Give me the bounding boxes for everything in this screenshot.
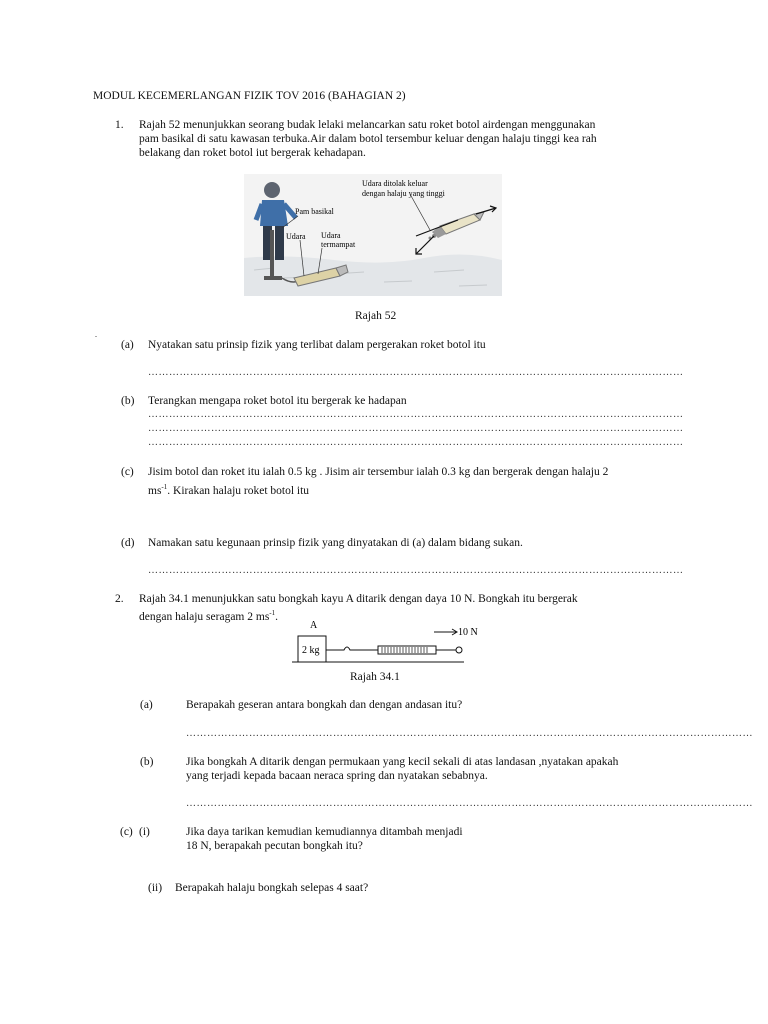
label-udara-termampat-1: Udara [321,231,341,240]
q2c-i-line2: 18 N, berapakah pecutan bongkah itu? [186,840,363,852]
q2c-ii-label: (ii) [148,882,163,894]
question-1-stem-line3: belakang dan roket botol iut bergerak kehadapan. [139,147,366,159]
q1d-answer-line[interactable]: ……………………………………………………………………………………………………………………………………… [148,565,684,576]
q1b-answer-line-2[interactable]: ……………………………………………………………………………………………………………………………………… [148,423,684,434]
label-ditolak-2: dengan halaju yang tinggi [362,189,445,198]
block-mass: 2 kg [302,645,320,656]
question-1-stem-line2: pam basikal di satu kawasan terbuka.Air dalam botol tersembur keluar dengan halaju tinggi kea rah [139,133,597,145]
q1b-answer-line-3[interactable]: ……………………………………………………………………………………………………………………………………… [148,437,684,448]
q1d-label: (d) [121,537,135,549]
q1c-text-line1: Jisim botol dan roket itu ialah 0.5 kg . Jisim air tersembur ialah 0.3 kg dan bergerak dengan halaju 2 [148,466,609,478]
question-2-stem-line2: dengan halaju seragam 2 $ms^{-1}$. [139,609,279,623]
q1a-text: Nyatakan satu prinsip fizik yang terlibat dalam pergerakan roket botol itu [148,339,486,351]
q2b-text-line2: yang terjadi kepada bacaan neraca spring dan nyatakan sebabnya. [186,770,488,782]
q2a-answer-line[interactable]: ……………………………………………………………………………………………………………………………………………… [186,728,753,739]
q2c-ii-text: Berapakah halaju bongkah selepas 4 saat? [175,882,369,894]
q2b-text-line1: Jika bongkah A ditarik dengan permukaan yang kecil sekali di atas landasan ,nyatakan apakah [186,756,619,768]
question-1-number: 1. [115,119,124,131]
question-2-number: 2. [115,593,124,605]
page-title: MODUL KECEMERLANGAN FIZIK TOV 2016 (BAHAGIAN 2) [93,90,406,102]
q1c-label: (c) [121,466,134,478]
block-label: A [310,620,318,631]
label-udara: Udara [286,232,306,241]
q1b-answer-line-1[interactable]: ……………………………………………………………………………………………………………………………………… [148,409,684,420]
string-hook [326,647,378,650]
rocket-figure [244,174,502,296]
q1b-label: (b) [121,395,135,407]
q1c-text-line2: $ms^{-1}$. Kirakan halaju roket botol itu [148,483,310,497]
q2a-label: (a) [140,699,153,711]
force-label: 10 N [458,627,478,638]
q2c-i-label: (i) [139,826,150,838]
pull-ring-icon [456,647,462,653]
figure-34-1-caption: Rajah 34.1 [350,671,400,683]
question-1-stem-line1: Rajah 52 menunjukkan seorang budak lelaki melancarkan satu roket botol airdengan menggunakan [139,119,596,131]
figure-52-caption: Rajah 52 [355,310,397,322]
q2c-i-line1: Jika daya tarikan kemudian kemudiannya ditambah menjadi [186,826,463,838]
spring-balance-icon [378,646,436,654]
q1d-text: Namakan satu kegunaan prinsip fizik yang dinyatakan di (a) dalam bidang sukan. [148,537,523,549]
label-pam-basikal: Pam basikal [295,207,334,216]
q2c-label: (c) [120,826,133,838]
label-ditolak-1: Udara ditolak keluar [362,179,428,188]
q1a-label: (a) [121,339,134,351]
label-udara-termampat-2: termampat [321,240,356,249]
q1b-text: Terangkan mengapa roket botol itu bergerak ke hadapan [148,395,407,407]
q2a-text: Berapakah geseran antara bongkah dan dengan andasan itu? [186,699,463,711]
q2b-label: (b) [140,756,154,768]
stray-dot: . [95,330,97,339]
q1a-answer-line[interactable]: ……………………………………………………………………………………………………………………………………… [148,367,684,378]
q2b-answer-line[interactable]: ……………………………………………………………………………………………………………………………………………… [186,798,753,809]
question-2-stem-line1: Rajah 34.1 menunjukkan satu bongkah kayu A ditarik dengan daya 10 N. Bongkah itu bergerak [139,593,578,605]
block-spring-figure [292,616,492,666]
